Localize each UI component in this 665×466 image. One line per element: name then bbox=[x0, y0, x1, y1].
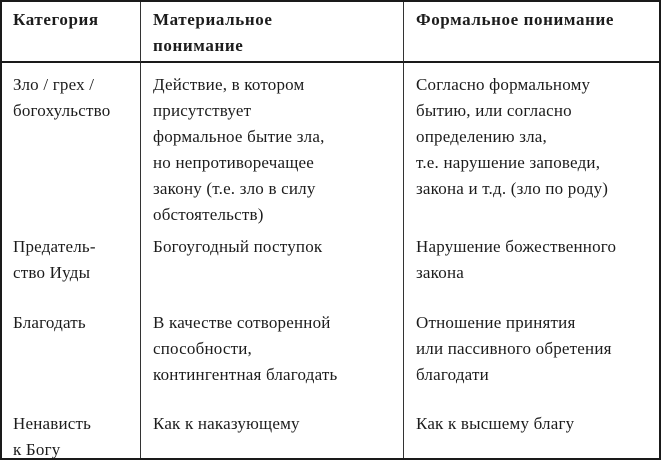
header-formal: Формальное понимание bbox=[403, 2, 659, 63]
column-material bbox=[140, 63, 403, 458]
header-material: Материальное понимание bbox=[140, 2, 403, 63]
cell-category-judas: Предатель- ство Иуды bbox=[13, 237, 96, 282]
cell-formal-judas: Нарушение божественного закона bbox=[416, 237, 617, 282]
cell-material-grace: В качестве сотворенной способности, контингентная благодать bbox=[153, 313, 338, 384]
cell-category-evil: Зло / грех / богохульство bbox=[13, 75, 111, 120]
cell-category-hatred: Ненависть к Богу bbox=[13, 414, 92, 459]
column-formal bbox=[403, 63, 659, 458]
cell-material-evil: Действие, в котором присутствует формальное бытие зла, но непротиворечащее закону (т.е. зло в силу обстоятельств) bbox=[153, 75, 325, 224]
header-category: Категория bbox=[2, 2, 140, 63]
cell-material-judas: Богоугодный поступок bbox=[153, 237, 323, 256]
cell-formal-grace: Отношение принятия или пассивного обретения благодати bbox=[416, 313, 612, 384]
cell-formal-evil: Согласно формальному бытию, или согласно определению зла, т.е. нарушение заповеди, закона и т.д. (зло по роду) bbox=[416, 75, 609, 198]
cell-material-hatred: Как к наказующему bbox=[153, 414, 300, 433]
column-category bbox=[2, 63, 140, 458]
cell-formal-hatred: Как к высшему благу bbox=[416, 414, 575, 433]
cell-category-grace: Благодать bbox=[13, 313, 86, 332]
